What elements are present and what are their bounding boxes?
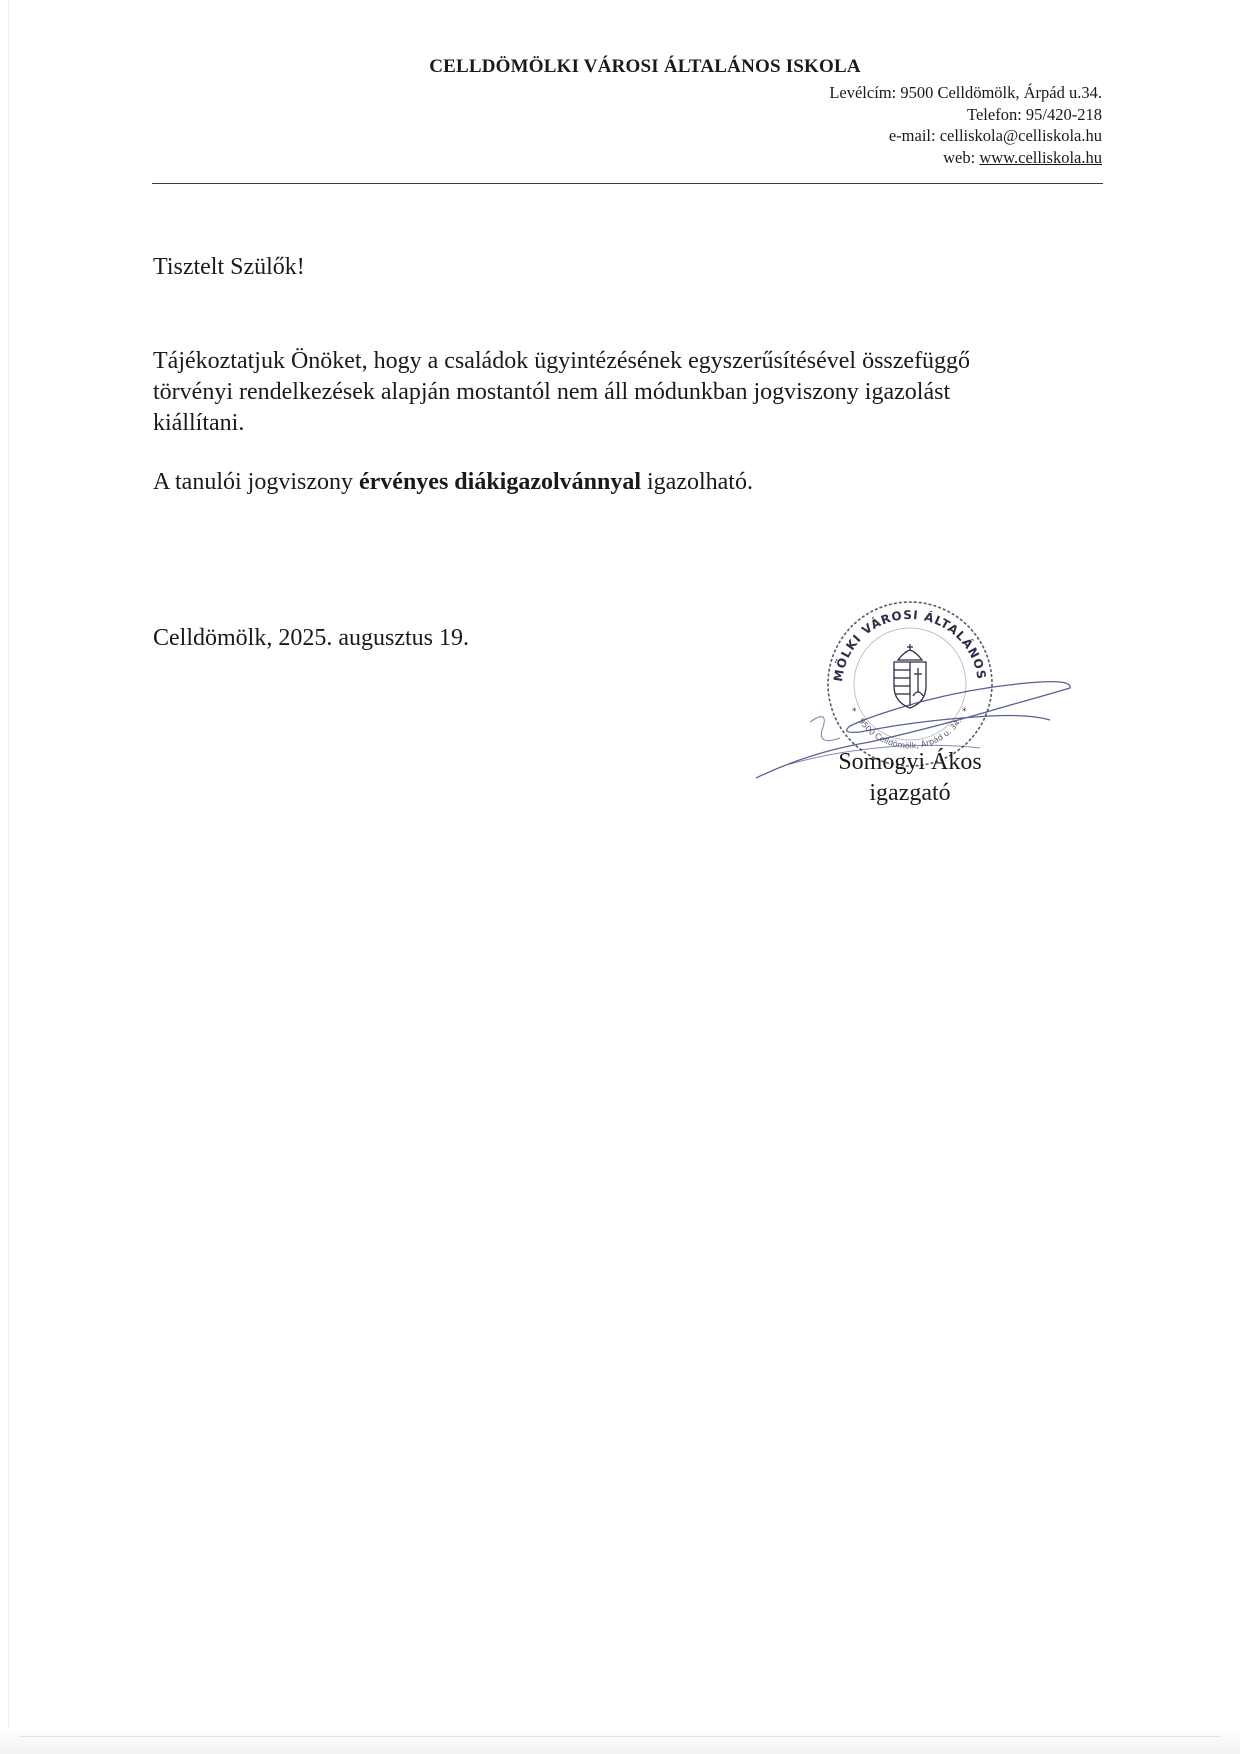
scan-edge-bottom xyxy=(0,1728,1240,1754)
coat-of-arms-icon xyxy=(894,644,926,708)
stamp-text-bottom: 9500 Celldömölk, Árpád u. 34. xyxy=(856,716,964,751)
paragraph-1 xyxy=(153,346,1083,439)
signer-name: Somogyi Ákos xyxy=(838,749,982,775)
svg-text:*: * xyxy=(962,707,967,717)
signer-role: igazgató xyxy=(869,780,951,806)
paragraph-2-emphasis: érvényes diákigazolvánnyal xyxy=(359,469,642,495)
header-divider xyxy=(152,183,1103,184)
stamp-text-top: MÖLKI VÁROSI ÁLTALÁNOS xyxy=(831,607,989,683)
svg-text:9500 Celldömölk, Árpád u. 34. xyxy=(857,717,964,751)
school-name: CELLDÖMÖLKI VÁROSI ÁLTALÁNOS ISKOLA xyxy=(429,56,861,77)
paragraph-2-text: A tanulói jogviszony xyxy=(153,469,359,495)
greeting: Tisztelt Szülők! xyxy=(153,254,305,280)
scan-edge-left xyxy=(8,0,9,1754)
stamp-graphic xyxy=(820,592,1000,772)
phone-line: Telefon: 95/420-218 xyxy=(967,104,1102,124)
paragraph-1-line: törvényi rendelkezések alapján mostantól nem áll módunkban jogviszony igazolást xyxy=(153,379,951,405)
date-line: Celldömölk, 2025. augusztus 19. xyxy=(153,625,469,651)
svg-text:*: * xyxy=(852,707,857,717)
school-stamp xyxy=(820,592,1000,772)
paragraph-1-line: kiállítani. xyxy=(153,410,245,436)
contact-block xyxy=(829,82,1102,168)
address-line: Levélcím: 9500 Celldömölk, Árpád u.34. xyxy=(829,83,1102,102)
web-link[interactable]: www.celliskola.hu xyxy=(979,147,1102,167)
paragraph-2 xyxy=(153,467,1083,498)
paragraph-2-end: igazolható. xyxy=(641,469,753,495)
web-label: web: xyxy=(943,147,980,167)
web-line xyxy=(829,147,1102,169)
scan-edge-bottom-line xyxy=(20,1736,1220,1737)
svg-text:CELLDÖMÖLKI VÁROSI ÁLTALÁNOS I xyxy=(820,592,989,686)
email-line: e-mail: celliskola@celliskola.hu xyxy=(888,126,1102,145)
paragraph-1-line: Tájékoztatjuk Önöket, hogy a családok ügyintézésének egyszerűsítésével összefüggő xyxy=(153,348,971,374)
